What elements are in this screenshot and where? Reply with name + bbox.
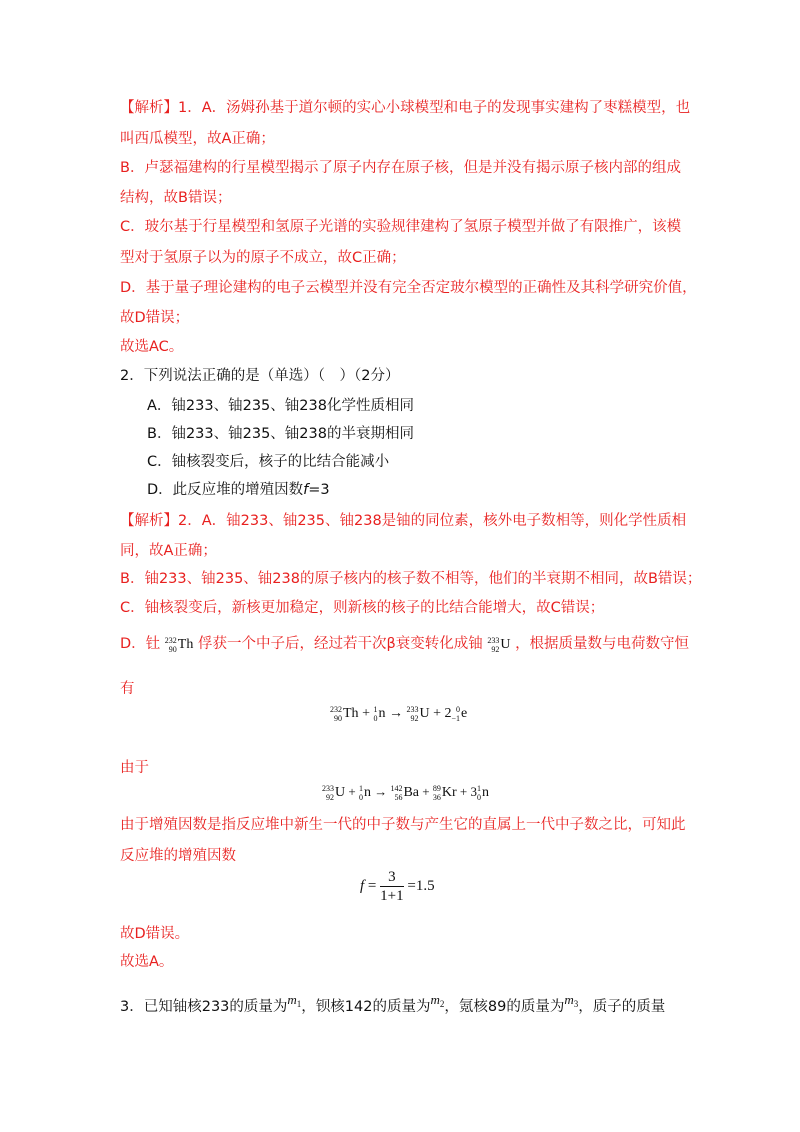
option-d-value: =3 [308,482,330,498]
question-3-stem [120,990,665,1017]
analysis2-line-5-mid: 俘获一个中子后，经过若干次β衰变转化成铀 [197,636,483,652]
analysis2-line-5-pre: D．钍 [120,636,161,652]
eq2-u [322,784,345,802]
eq3-equals: = [367,877,377,894]
eq3-numerator: 3 [380,868,403,887]
q3-text-1: 3．已知铀核233的质量为 [120,999,288,1015]
option-a: A．铀233、铀235、铀238化学性质相同 [147,398,414,414]
eq2-n2 [477,784,489,802]
eq2-n2-s: n [482,785,489,800]
eq1-plus2: + [433,706,441,722]
analysis2-line-9: 反应堆的增殖因数 [120,848,236,864]
equation-thorium-capture [330,705,467,723]
eq1-arrow: → [388,706,403,722]
analysis2-line-1: 【解析】2．A．铀233、铀235、铀238是铀的同位素，核外电子数相等，则化学性质相 [120,513,687,529]
u-charge: 92 [491,644,500,654]
q3-m3 [564,992,578,1007]
eq2-n [359,784,371,802]
q3-text-2: ，钡核142的质量为 [301,999,431,1015]
th-charge: 90 [168,644,177,654]
q3-text-4: ，质子的质量 [578,999,666,1015]
eq1-u [406,705,429,723]
eq1-th-a: 232 [330,705,342,714]
eq2-u-z: 92 [326,793,334,803]
eq1-u-a: 233 [406,705,419,714]
analysis2-line-5-post: ，根据质量数与电荷数守恒 [515,636,690,652]
eq2-kr-s: Kr [441,785,457,800]
analysis2-line-7: 由于 [120,760,149,776]
eq2-ba-z: 56 [394,793,403,803]
analysis2-line-6: 有 [120,681,135,697]
question-2-stem: 2．下列说法正确的是（单选）（ ）（2分） [120,368,400,384]
analysis-line-3: B．卢瑟福建构的行星模型揭示了原子内存在原子核，但是并没有揭示原子核内部的组成 [120,160,681,176]
analysis-line-7: D．基于量子理论建构的电子云模型并没有完全否定玻尔模型的正确性及其科学研究价值， [120,280,697,296]
equation-uranium-fission [322,784,489,802]
eq1-n-z: 0 [373,714,378,723]
eq2-plus3: + [459,784,468,799]
analysis2-line-2: 同，故A正确； [120,543,217,559]
eq2-arrow: → [374,784,388,799]
eq1-n-a: 1 [373,705,378,714]
analysis2-line-5 [120,634,689,655]
eq1-u-s: U [419,706,430,722]
eq3-equals2: = [407,877,416,894]
eq3-fraction [380,868,403,905]
analysis-line-1: 【解析】1．A．汤姆孙基于道尔顿的实心小球模型和电子的发现事实建构了枣糕模型，也 [120,100,691,116]
eq1-n-s: n [378,706,386,722]
eq1-e [452,705,468,723]
q3-m1 [287,992,301,1007]
eq2-plus2: + [422,784,430,799]
option-d-f: f [303,482,309,498]
analysis2-line-11: 故选A。 [120,954,174,970]
eq2-n-s: n [363,785,371,800]
eq1-th-s: Th [343,706,359,722]
eq2-kr-z: 36 [432,793,441,803]
eq1-e-a: 0 [456,705,461,714]
option-d-text: D．此反应堆的增殖因数 [147,482,304,498]
eq2-u-s: U [335,785,346,800]
eq1-coef: 2 [444,706,452,722]
q3-text-3: ，氪核89的质量为 [444,999,565,1015]
q3-m1-letter: m [287,992,297,1007]
analysis2-line-3: B．铀233、铀235、铀238的原子核内的核子数不相等，他们的半衰期不相同，故B错误； [120,571,702,587]
eq1-u-z: 92 [410,714,419,723]
q3-m2-letter: m [430,992,440,1007]
analysis2-line-8: 由于增殖因数是指反应堆中新生一代的中子数与产生它的直属上一代中子数之比，可知此 [120,817,686,833]
analysis-line-2: 叫西瓜模型，故A正确； [120,131,275,147]
q3-m3-letter: m [564,992,574,1007]
uranium-nuclide [487,634,510,655]
eq1-e-z: −1 [451,714,461,723]
q3-m1-sub: 1 [296,999,302,1009]
analysis-line-4: 结构，故B错误； [120,190,232,206]
analysis-line-6: 型对于氢原子以为的原子不成立，故C正确； [120,250,406,266]
analysis-line-8: 故D错误； [120,310,190,326]
u-symbol: U [500,637,511,652]
eq1-n [373,705,385,723]
q3-m2 [430,992,444,1007]
eq2-n2-z: 0 [477,793,481,803]
u-mass: 233 [487,635,500,645]
eq2-ba-s: Ba [403,785,420,800]
eq2-ba [390,784,419,802]
eq1-plus: + [362,706,370,722]
eq2-n-a: 1 [358,784,363,794]
eq3-f: f [360,877,365,894]
equation-multiplication-factor [360,868,435,905]
eq3-result: 1.5 [415,877,435,894]
eq2-ba-a: 142 [390,784,403,794]
eq2-coef: 3 [470,784,477,799]
eq3-denominator: 1+1 [380,888,404,904]
option-d [147,480,330,500]
analysis2-line-4: C．铀核裂变后，新核更加稳定，则新核的核子的比结合能增大，故C错误； [120,600,605,616]
option-b: B．铀233、铀235、铀238的半衰期相同 [147,426,414,442]
analysis-line-9: 故选AC。 [120,339,184,355]
q3-m2-sub: 2 [439,999,445,1009]
q3-m3-sub: 3 [573,999,579,1009]
eq2-n-z: 0 [358,793,363,803]
analysis-line-5: C．玻尔基于行星模型和氢原子光谱的实验规律建构了氢原子模型并做了有限推广，该模 [120,219,682,235]
eq1-e-s: e [461,706,468,722]
thorium-nuclide [165,634,194,655]
eq2-u-a: 233 [322,784,334,794]
eq1-th-z: 90 [334,714,342,723]
option-c: C．铀核裂变后，核子的比结合能减小 [147,454,390,470]
eq2-kr-a: 89 [432,784,441,794]
th-symbol: Th [177,637,194,652]
eq1-th [330,705,359,723]
eq2-kr [433,784,457,802]
eq2-n2-a: 1 [477,784,481,794]
analysis2-line-10: 故D错误。 [120,926,190,942]
eq2-plus: + [348,784,356,799]
th-mass: 232 [164,635,177,645]
